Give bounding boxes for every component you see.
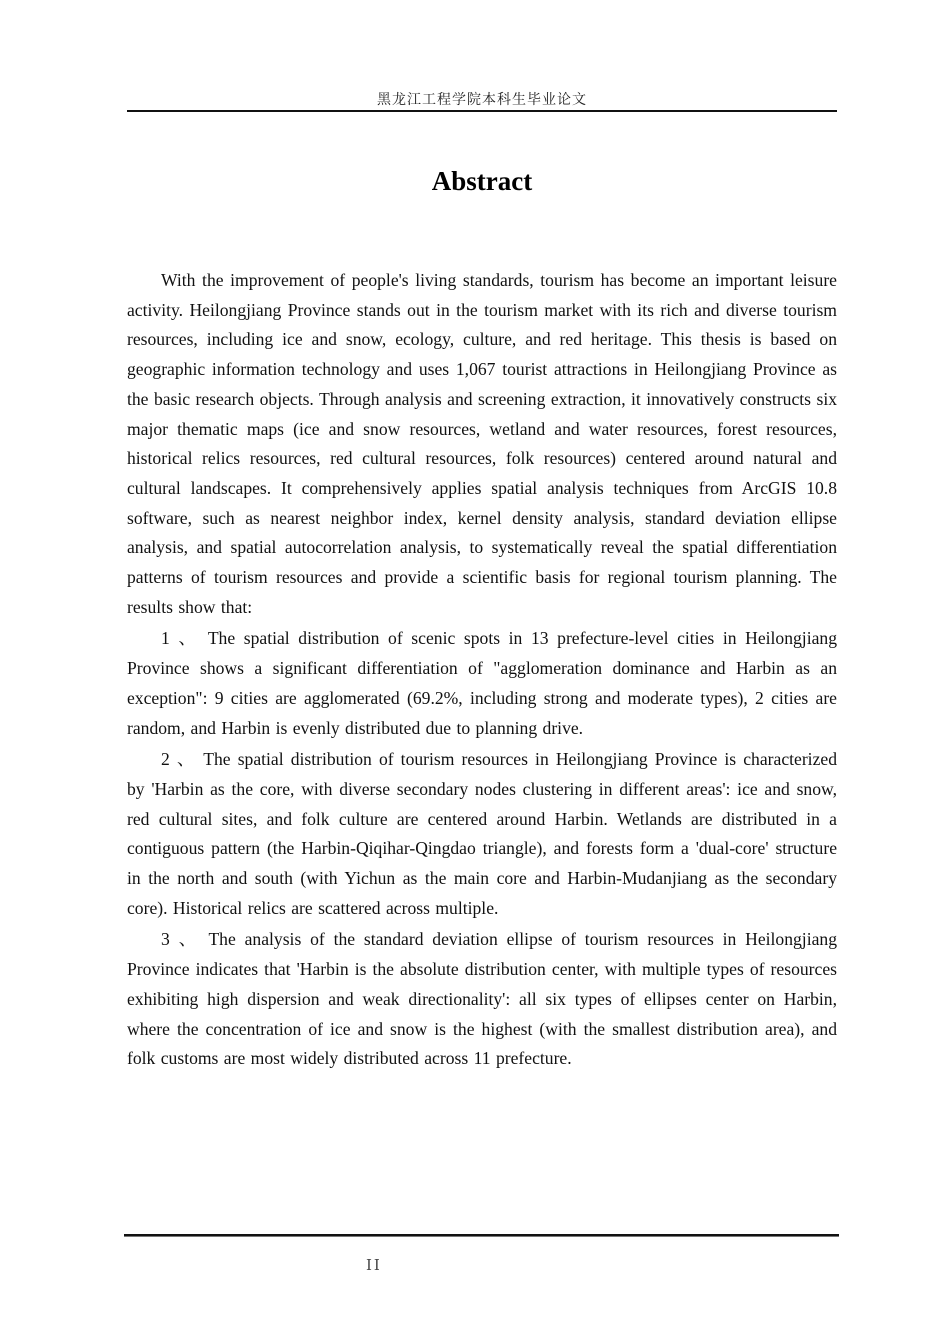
running-header: 黑龙江工程学院本科生毕业论文 [377,92,587,108]
abstract-finding-1: 1 、 The spatial distribution of scenic spots in 13 prefecture-level cities in Heilongjiang Province shows a significant differentiation of "agglomeration dominance and Harbin as an exception": 9 cities are agglomerated (69.2%, including strong and moderate types), 2 cities are random, and Harbin is evenly distributed due to planning drive. [127,628,837,738]
header-rule [127,110,837,112]
abstract-title: Abstract [431,166,533,196]
abstract-paragraph-intro: With the improvement of people's living standards, tourism has become an important leisure activity. Heilongjiang Province stands out in the tourism market with its rich and diverse tourism resources, including ice and snow, ecology, culture, and red heritage. This thesis is based on geographic information technology and uses 1,067 tourist attractions in Heilongjiang Province as the basic research objects. Through analysis and screening extraction, it innovatively constructs six major thematic maps (ice and snow resources, wetland and water resources, forest resources, historical relics resources, red cultural resources, folk resources) centered around natural and cultural landscapes. It comprehensively applies spatial analysis techniques from ArcGIS 10.8 software, such as nearest neighbor index, kernel density analysis, standard deviation ellipse analysis, and spatial autocorrelation analysis, to systematically reveal the spatial differentiation patterns of tourism resources and provide a scientific basis for regional tourism planning. The results show that: [127,270,837,617]
footer-rule [124,1234,839,1237]
abstract-body [127,266,837,1076]
page-number: II [366,1256,382,1274]
abstract-finding-2: 2 、 The spatial distribution of tourism resources in Heilongjiang Province is characterized by 'Harbin as the core, with diverse secondary nodes clustering in different areas': ice and snow, red cultural sites, and folk culture are centered around Harbin. Wetlands are distributed in a contiguous pattern (the Harbin-Qiqihar-Qingdao triangle), and forests form a 'dual-core' structure in the north and south (with Yichun as the main core and Harbin-Mudanjiang as the secondary core). Historical relics are scattered across multiple. [127,749,837,918]
abstract-finding-3: 3 、 The analysis of the standard deviation ellipse of tourism resources in Heilongjiang Province indicates that 'Harbin is the absolute distribution center, with multiple types of resources exhibiting high dispersion and weak directionality': all six types of ellipses center on Harbin, where the concentration of ice and snow is the highest (with the smallest distribution area), and folk customs are most widely distributed across 11 prefecture. [127,929,837,1069]
